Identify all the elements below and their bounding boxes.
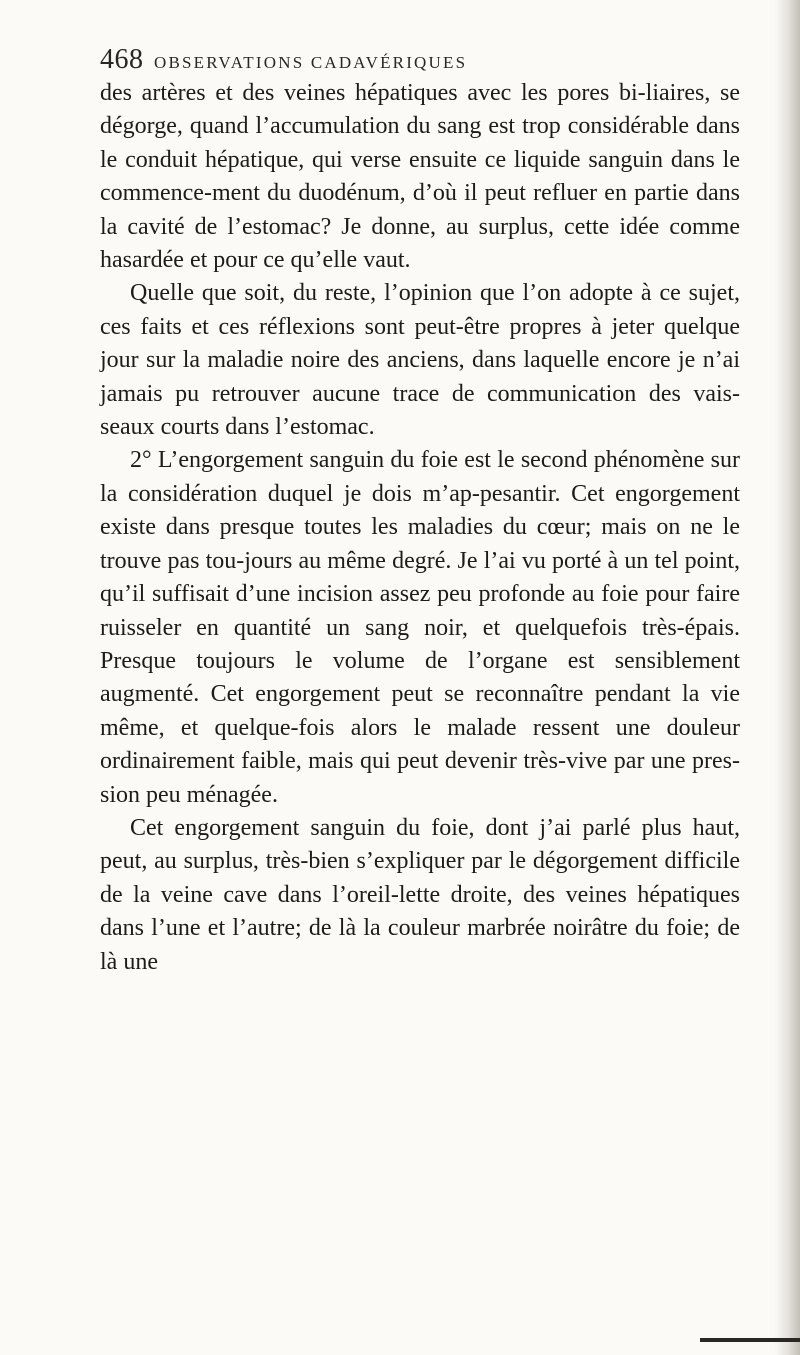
paragraph: 2° L’engorgement sanguin du foie est le second phénomène sur la considération duquel je dois m’ap-pesantir. Cet engorgement existe dans presque toutes les maladies du cœur; mais on ne le trouve pas tou-jours au même degré. Je l’ai vu porté à un tel point, qu’il suffisait d’une incision assez peu profonde au foie pour faire ruisseler en quantité un sang noir, et quelquefois très-épais. Presque toujours le volume de l’organe est sensiblement augmenté. Cet engorgement peut se reconnaître pendant la vie même, et quelque-fois alors le malade ressent une douleur ordinairement faible, mais qui peut devenir très-vive par une pres-sion peu ménagée. (100, 447, 740, 808)
paragraph: Quelle que soit, du reste, l’opinion que l’on adopte à ce sujet, ces faits et ces réflexions sont peut-être propres à jeter quelque jour sur la maladie noire des anciens, dans laquelle encore je n’ai jamais pu retrouver aucune trace de communication des vais-seaux courts dans l’estomac. (100, 280, 740, 441)
paragraph-continuation: des artères et des veines hépatiques avec les pores bi-liaires, se dégorge, quand l’accumulation du sang est trop considérable dans le conduit hépatique, qui verse ensuite ce liquide sanguin dans le commence-ment du duodénum, d’où il peut refluer en partie dans la cavité de l’estomac? Je donne, au surplus, cette idée comme hasardée et pour ce qu’elle vaut. (100, 80, 740, 274)
body-text (100, 77, 740, 979)
bottom-edge-mark (700, 1338, 800, 1342)
page-edge-shadow (774, 0, 800, 1355)
paragraph: Cet engorgement sanguin du foie, dont j’ai parlé plus haut, peut, au surplus, très-bien s’expliquer par le dégorgement difficile de la veine cave dans l’oreil-lette droite, des veines hépatiques dans l’une et l’autre; de là la couleur marbrée noirâtre du foie; de là une (100, 814, 740, 975)
page-number: 468 (100, 44, 144, 75)
running-title: OBSERVATIONS CADAVÉRIQUES (154, 53, 468, 72)
